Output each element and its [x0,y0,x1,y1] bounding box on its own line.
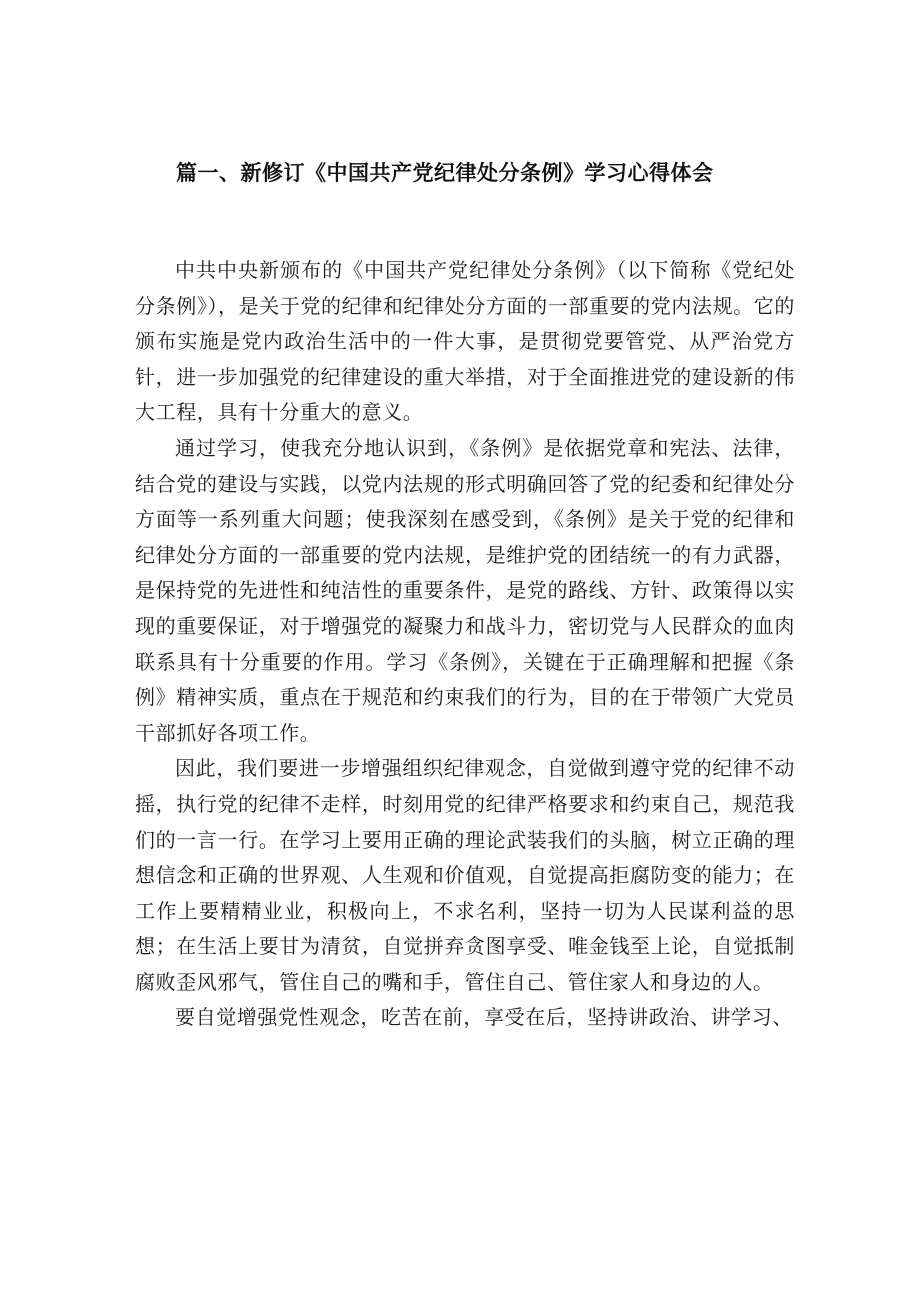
paragraph-1: 中共中央新颁布的《中国共产党纪律处分条例》（以下简称《党纪处分条例》），是关于党的纪律和纪律处分方面的一部重要的党内法规。它的颁布实施是党内政治生活中的一件大事，是贯彻党要管党、从严治党方针，进一步加强党的纪律建设的重大举措，对于全面推进党的建设新的伟大工程，具有十分重大的意义。 [135,258,795,425]
paragraph-3: 因此，我们要进一步增强组织纪律观念，自觉做到遵守党的纪律不动摇，执行党的纪律不走样，时刻用党的纪律严格要求和约束自己，规范我们的一言一行。在学习上要用正确的理论武装我们的头脑，树立正确的理想信念和正确的世界观、人生观和价值观，自觉提高拒腐防变的能力；在工作上要精精业业，积极向上，不求名利，坚持一切为人民谋利益的思想；在生活上要甘为清贫，自觉拼弃贪图享受、唯金钱至上论，自觉抵制腐败歪风邪气，管住自己的嘴和手，管住自己、管住家人和身边的人。 [135,756,795,994]
document-title: 篇一、新修订《中国共产党纪律处分条例》学习心得体会 [176,161,714,185]
paragraph-2: 通过学习，使我充分地认识到，《条例》是依据党章和宪法、法律，结合党的建设与实践，以党内法规的形式明确回答了党的纪委和纪律处分方面等一系列重大问题；使我深刻在感受到，《条例》是关于党的纪律和纪律处分方面的一部重要的党内法规，是维护党的团结统一的有力武器，是保持党的先进性和纯洁性的重要条件，是党的路线、方针、政策得以实现的重要保证，对于增强党的凝聚力和战斗力，密切党与人民群众的血肉联系具有十分重要的作用。学习《条例》，关键在于正确理解和把握《条例》精神实质，重点在于规范和约束我们的行为，目的在于带领广大党员干部抓好各项工作。 [135,435,795,745]
paragraph-4: 要自觉增强党性观念，吃苦在前，享受在后，坚持讲政治、讲学习、 [175,1005,793,1030]
document-body [135,253,795,1036]
